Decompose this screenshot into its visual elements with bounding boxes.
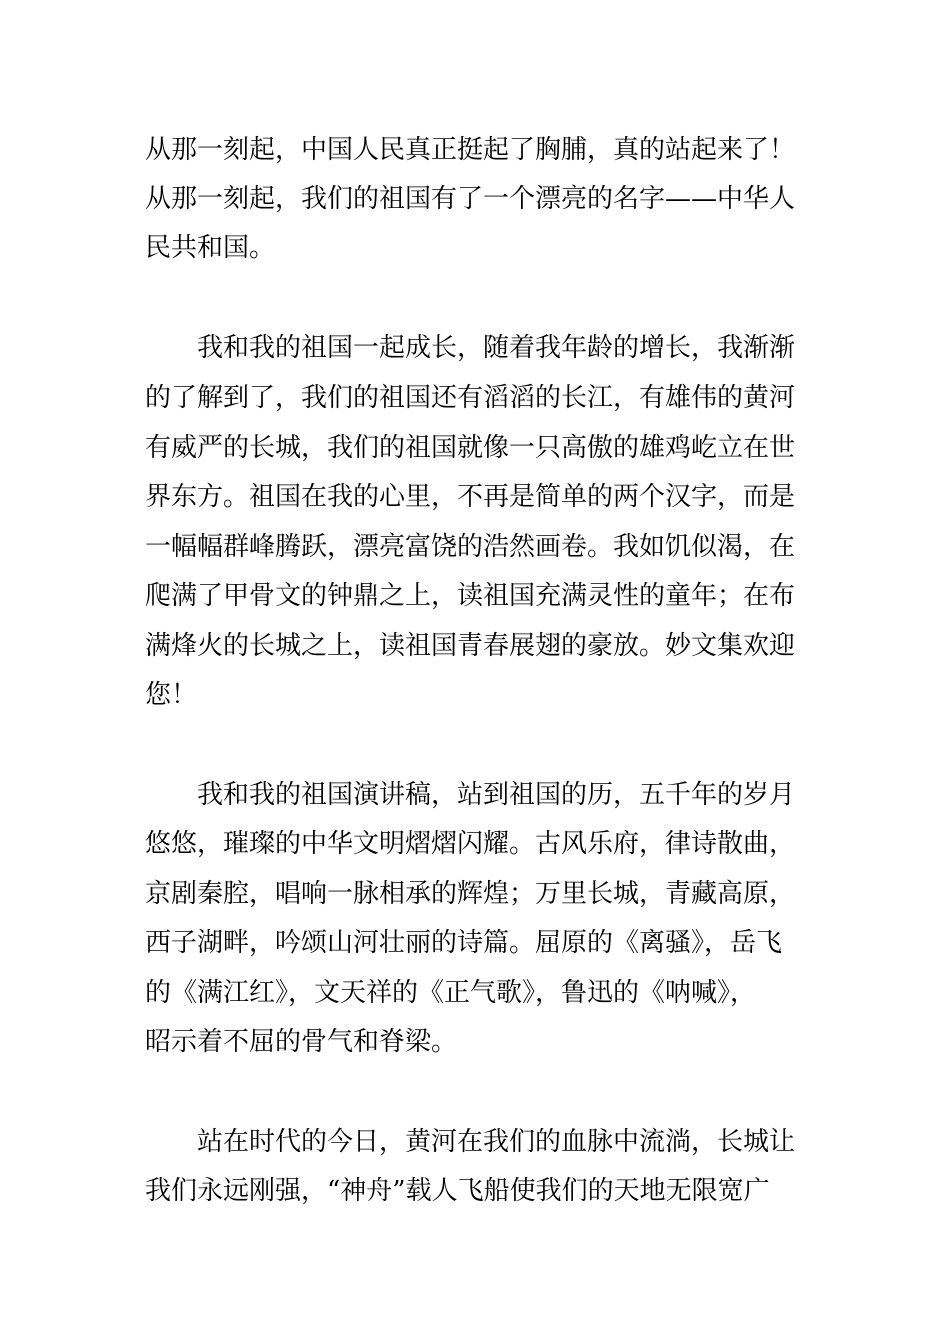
paragraph-first-line: 我和我的祖国一起成长，随着我年龄的增长，我渐渐	[197, 333, 796, 363]
text-line: 爬满了甲骨文的钟鼎之上，读祖国充满灵性的童年；在布	[145, 581, 796, 611]
text-line: 您！	[145, 680, 198, 710]
text-line: 京剧秦腔，唱响一脉相承的辉煌；万里长城，青藏高原，	[145, 879, 796, 909]
text-line: 我们永远刚强，“神舟”载人飞船使我们的天地无限宽广	[145, 1176, 770, 1206]
text-line: 从那一刻起，我们的祖国有了一个漂亮的名字——中华人	[145, 184, 796, 214]
text-line: 民共和国。	[145, 233, 276, 263]
text-line: 一幅幅群峰腾跃，漂亮富饶的浩然画卷。我如饥似渴，在	[145, 532, 796, 562]
text-line: 昭示着不屈的骨气和脊梁。	[145, 1027, 458, 1057]
text-line: 西子湖畔，吟颂山河壮丽的诗篇。屈原的《离骚》，岳飞	[145, 928, 783, 958]
text-line: 界东方。祖国在我的心里，不再是简单的两个汉字，而是	[145, 482, 796, 512]
text-line: 有威严的长城，我们的祖国就像一只高傲的雄鸡屹立在世	[145, 433, 796, 463]
text-line: 从那一刻起，中国人民真正挺起了胸脯，真的站起来了！	[145, 135, 796, 165]
text-line: 的《满江红》，文天祥的《正气歌》，鲁迅的《呐喊》，	[145, 978, 757, 1008]
text-line: 悠悠，璀璨的中华文明熠熠闪耀。古风乐府，律诗散曲，	[145, 829, 796, 859]
paragraph-first-line: 站在时代的今日，黄河在我们的血脉中流淌，长城让	[197, 1127, 796, 1157]
text-line: 的了解到了，我们的祖国还有滔滔的长江，有雄伟的黄河	[145, 383, 796, 413]
text-line: 满烽火的长城之上，读祖国青春展翅的豪放。妙文集欢迎	[145, 631, 796, 661]
paragraph-first-line: 我和我的祖国演讲稿，站到祖国的历，五千年的岁月	[197, 780, 796, 810]
